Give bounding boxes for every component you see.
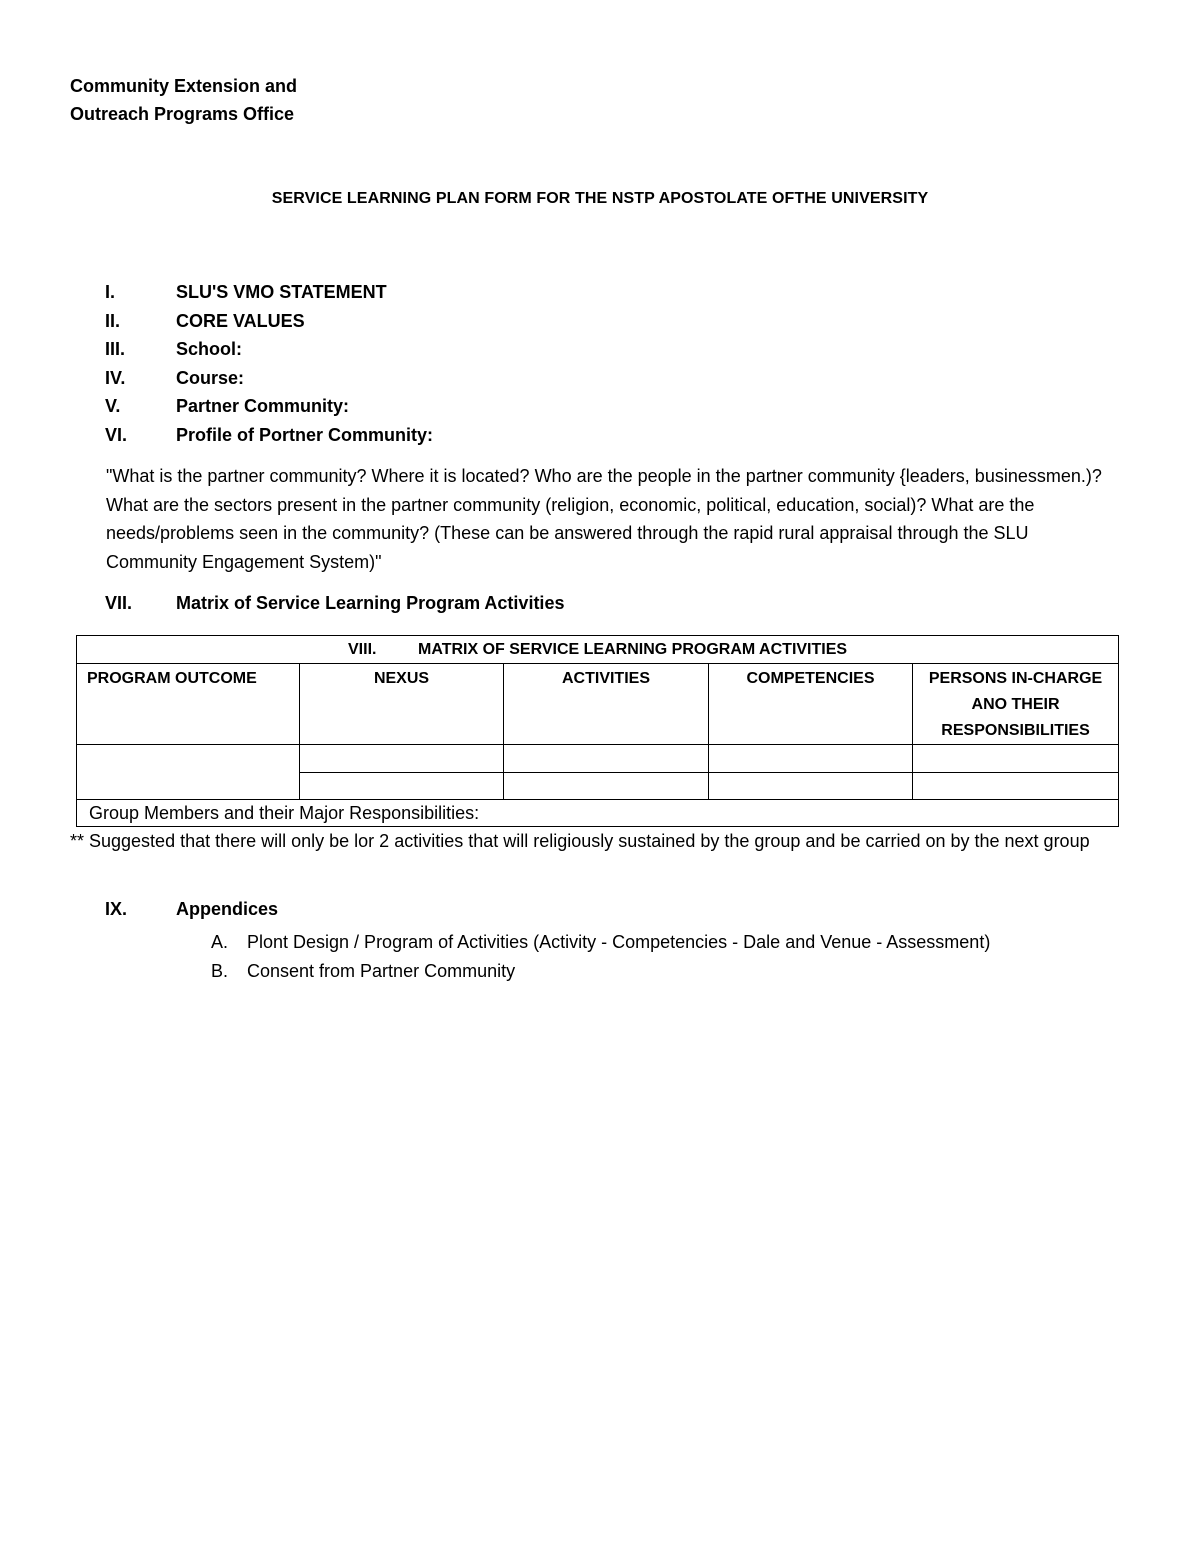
activities-matrix-table — [76, 635, 1119, 827]
office-header-line-1: Community Extension and — [70, 76, 298, 96]
office-header-line-2: Outreach Programs Office — [70, 104, 295, 124]
section-number: I. — [105, 282, 116, 302]
table-cell[interactable] — [913, 745, 1119, 773]
document-title: SERVICE LEARNING PLAN FORM FOR THE NSTP APOSTOLATE OFTHE UNIVERSITY — [271, 190, 929, 207]
suggestion-note: ** Suggested that there will only be lor 2 activities that will religiously sustained by the group and be carried on by the next group — [70, 831, 1090, 851]
group-members-cell[interactable]: Group Members and their Major Responsibilities: — [77, 800, 1119, 827]
section-label: School: — [176, 339, 242, 360]
group-members-row — [77, 800, 1119, 827]
section-number: VII. — [105, 593, 133, 613]
appendix-text: Plont Design / Program of Activities (Activity - Competencies - Dale and Venue - Assessment) — [247, 932, 991, 952]
list-item — [211, 957, 990, 986]
section-ix-heading — [105, 899, 278, 920]
matrix-title-label: MATRIX OF SERVICE LEARNING PROGRAM ACTIVITIES — [418, 641, 848, 658]
column-header-nexus: NEXUS — [300, 664, 504, 745]
matrix-title-cell — [77, 636, 1119, 664]
office-header — [70, 72, 297, 128]
matrix-header-row — [77, 664, 1119, 745]
section-number: V. — [105, 396, 121, 417]
table-cell[interactable] — [709, 772, 913, 800]
appendix-text: Consent from Partner Community — [247, 961, 516, 981]
section-label: Partner Community: — [176, 396, 350, 417]
section-item — [105, 364, 433, 393]
appendix-letter: A. — [211, 932, 229, 952]
table-cell[interactable] — [300, 745, 504, 773]
table-cell[interactable] — [913, 772, 1119, 800]
table-cell[interactable] — [504, 772, 709, 800]
section-number: II. — [105, 310, 121, 331]
section-list — [105, 278, 433, 450]
appendix-letter: B. — [211, 961, 229, 981]
section-label: SLU'S VMO STATEMENT — [176, 282, 387, 302]
section-item — [105, 335, 433, 364]
table-cell[interactable] — [709, 745, 913, 773]
section-number: III. — [105, 339, 126, 360]
section-item — [105, 421, 433, 450]
section-number: IX. — [105, 899, 128, 919]
column-header-activities: ACTIVITIES — [504, 664, 709, 745]
matrix-title-row — [77, 636, 1119, 664]
section-label: Matrix of Service Learning Program Activities — [176, 593, 565, 613]
section-number: VI. — [105, 424, 128, 445]
section-label: Profile of Portner Community: — [176, 424, 434, 445]
appendices-list — [211, 928, 990, 986]
column-header-persons-in-charge: PERSONS IN-CHARGE ANO THEIR RESPONSIBILITIES — [913, 664, 1119, 745]
section-number: IV. — [105, 367, 126, 388]
section-vii-heading — [105, 593, 564, 614]
table-row — [77, 745, 1119, 773]
section-item — [105, 278, 433, 307]
program-outcome-cell[interactable] — [77, 745, 300, 800]
column-header-program-outcome: PROGRAM OUTCOME — [77, 664, 300, 745]
list-item — [211, 928, 990, 957]
profile-description: "What is the partner community? Where it is located? Who are the people in the partner community {leaders, businessmen.)? What are the sectors present in the partner community (religion, economic, political, education, social)? What are the needs/problems seen in the community? (These can be answered through the rapid rural appraisal through the SLU Community Engagement System)" — [106, 466, 1102, 572]
section-item — [105, 392, 433, 421]
table-cell[interactable] — [300, 772, 504, 800]
section-label: Appendices — [176, 899, 279, 919]
column-header-competencies: COMPETENCIES — [709, 664, 913, 745]
matrix-title-number: VIII. — [348, 641, 377, 658]
section-label: Course: — [176, 367, 245, 388]
table-cell[interactable] — [504, 745, 709, 773]
section-label: CORE VALUES — [176, 310, 305, 331]
section-item — [105, 307, 433, 336]
